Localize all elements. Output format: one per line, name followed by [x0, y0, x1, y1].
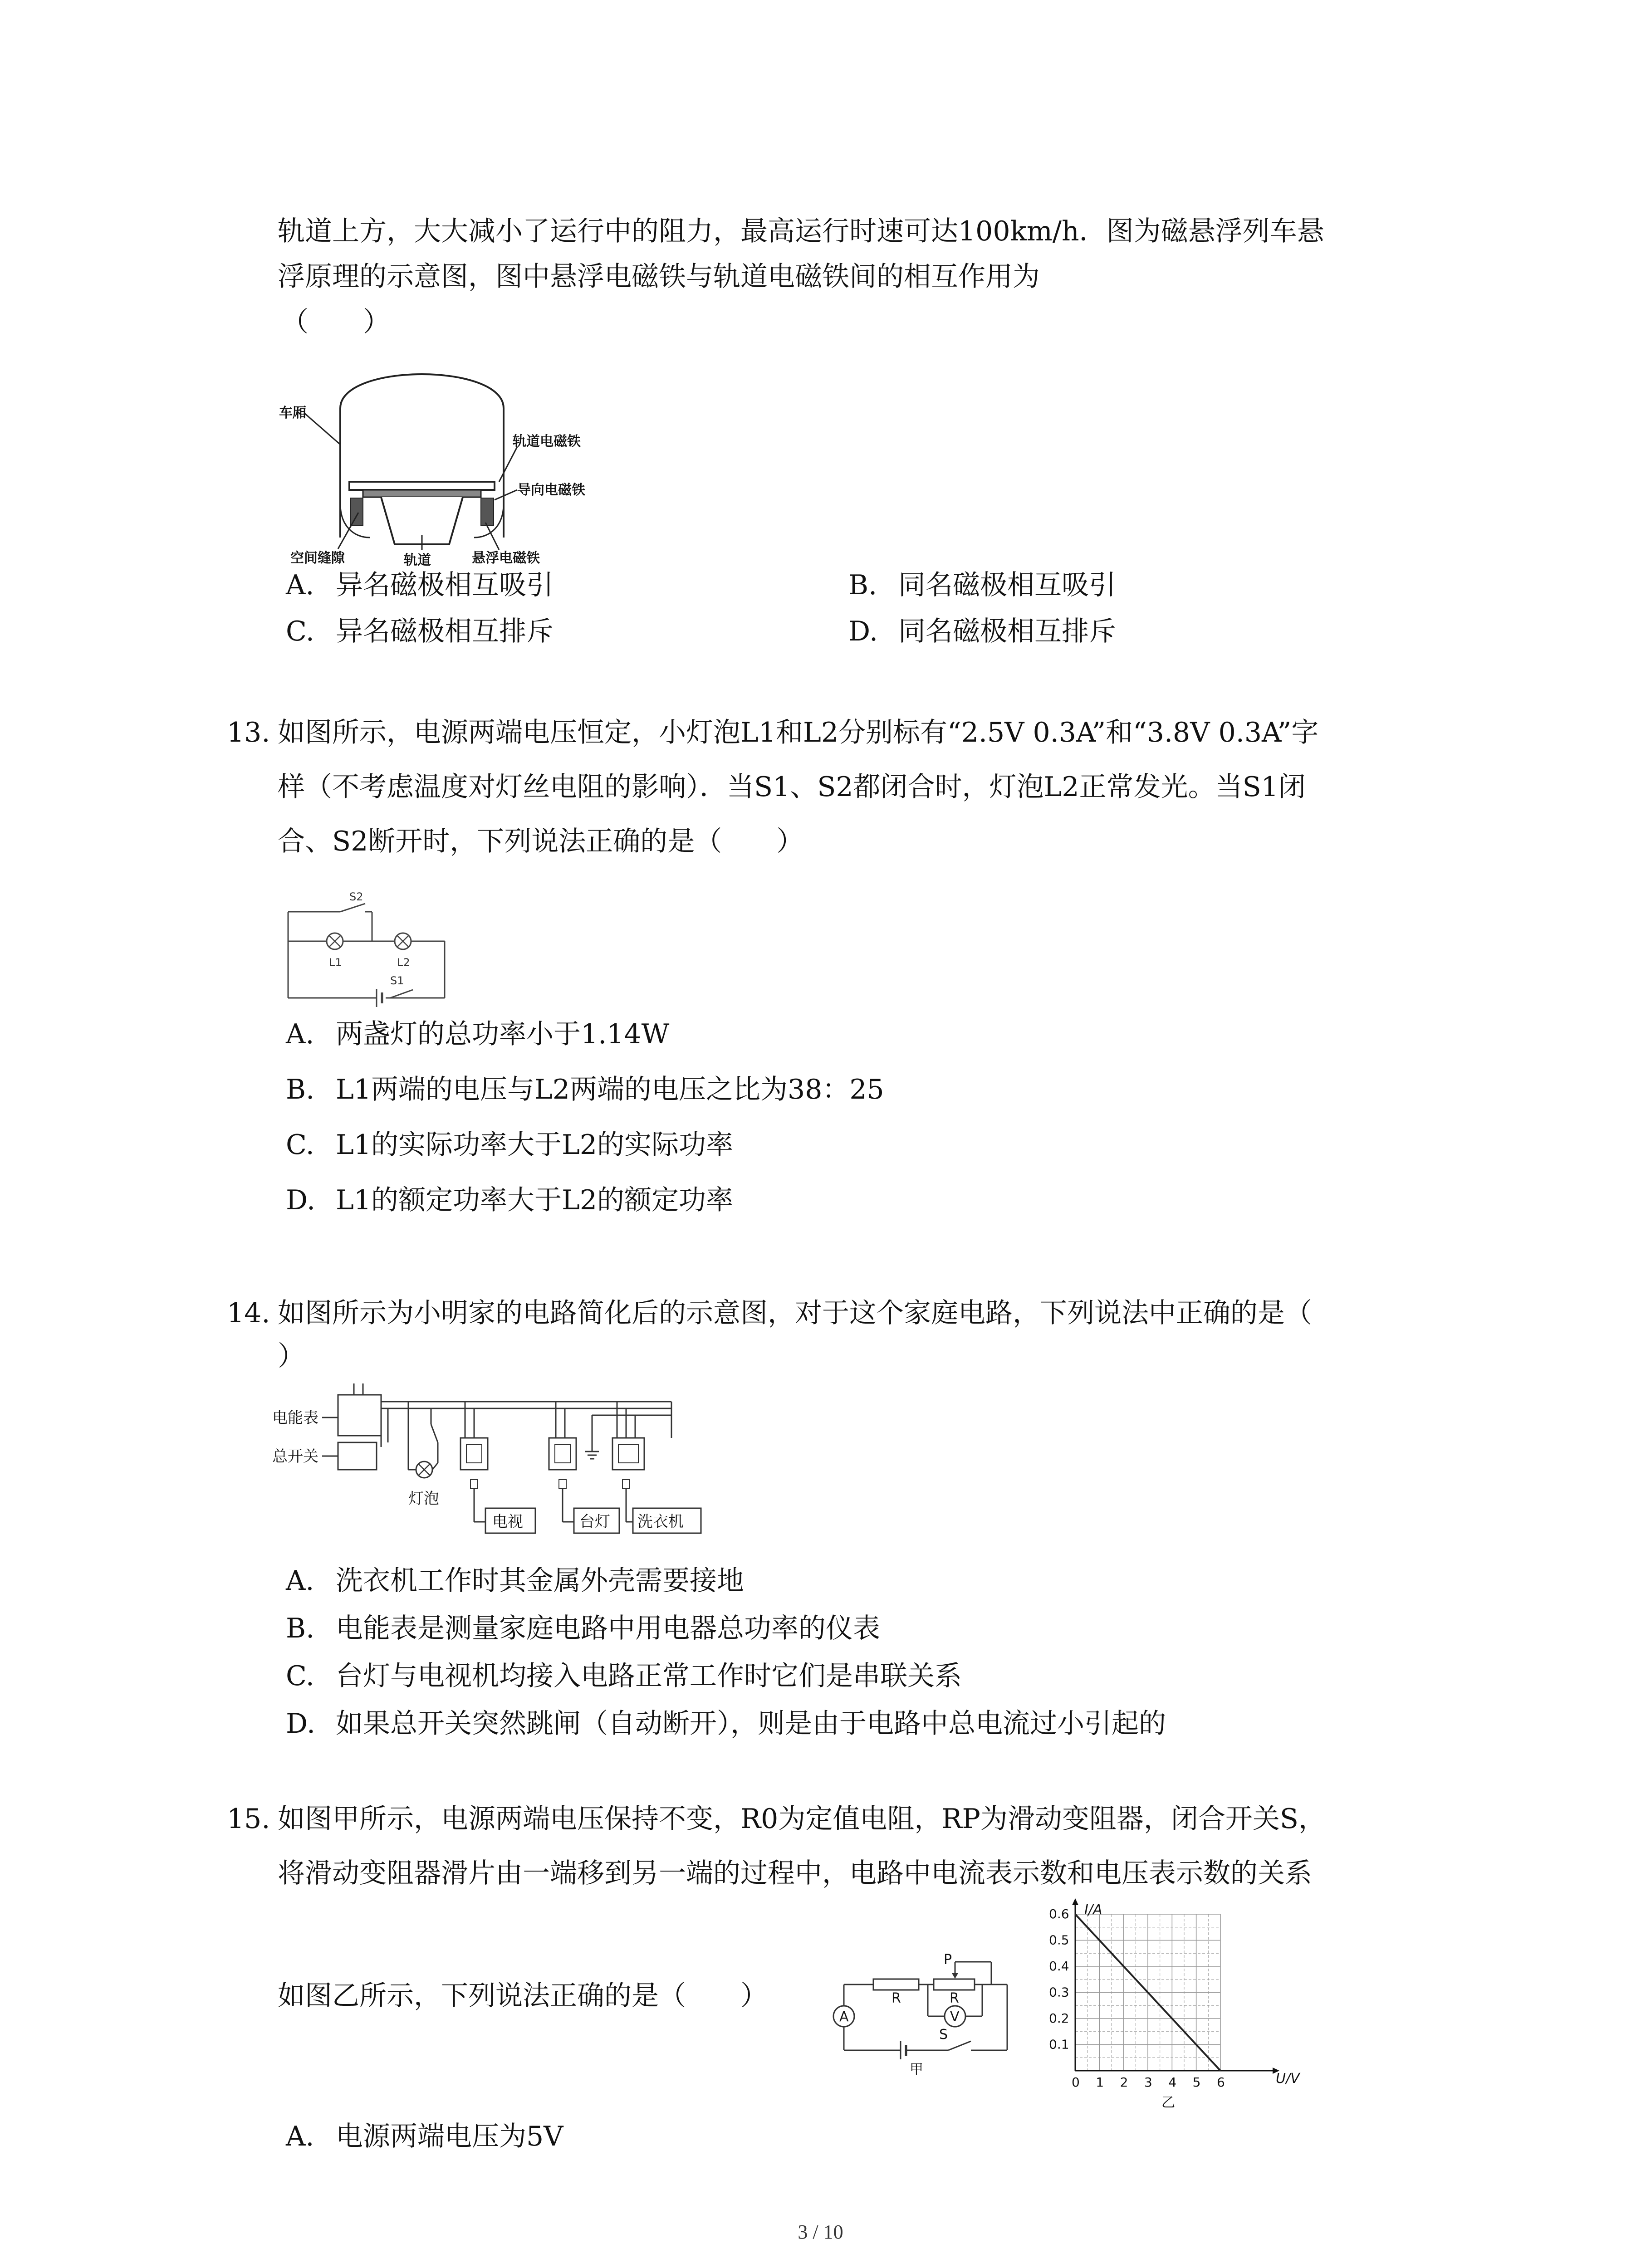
q12-option-c: C. 异名磁极相互排斥 [286, 616, 554, 647]
y-tick-label: 0.6 [1049, 1906, 1069, 1921]
q12-option-d: D. 同名磁极相互排斥 [848, 616, 1116, 647]
y-axis-label: I/A [1084, 1902, 1102, 1918]
x-tick-label: 4 [1168, 2075, 1177, 2090]
levitation-magnet-label: 悬浮电磁铁 [472, 550, 540, 566]
gap-label: 空间缝隙 [290, 550, 345, 566]
q15-line-3: 如图乙所示，下列说法正确的是（ ） [278, 1980, 768, 2012]
q14-household-circuit [272, 1383, 762, 1551]
x-tick-label: 1 [1096, 2075, 1104, 2090]
x-tick-label: 6 [1217, 2075, 1225, 2090]
q15-circuit-jia [826, 1946, 1030, 2077]
car-label: 车厢 [279, 405, 306, 421]
x-tick-label: 2 [1120, 2075, 1128, 2090]
track-label: 轨道 [404, 552, 431, 567]
q13-number: 13. [227, 717, 270, 748]
x-tick-label: 5 [1192, 2075, 1201, 2090]
q14-line-1: 14. 如图所示为小明家的电路简化后的示意图，对于这个家庭电路，下列说法中正确的是（ [227, 1295, 1312, 1331]
circuit-caption-jia: 甲 [910, 2062, 923, 2077]
q15-number: 15. [227, 1803, 270, 1835]
x-axis-label: U/V [1276, 2071, 1300, 2087]
x-tick-label: 0 [1072, 2075, 1080, 2090]
q14-option-d: D. 如果总开关突然跳闸（自动断开），则是由于电路中总电流过小引起的 [286, 1708, 1166, 1740]
q12-line-2: 浮原理的示意图，图中悬浮电磁铁与轨道电磁铁间的相互作用为 [278, 261, 1040, 293]
main-switch-label: 总开关 [272, 1447, 318, 1466]
q12-line-1: 轨道上方，大大减小了运行中的阻力，最高运行时速可达100km/h．图为磁悬浮列车悬 [278, 215, 1324, 247]
chart-axes [1072, 1898, 1279, 2074]
meter-label: 电能表 [272, 1409, 318, 1427]
q13-option-b: B. L1两端的电压与L2两端的电压之比为38：25 [286, 1074, 884, 1105]
y-tick-label: 0.4 [1049, 1959, 1069, 1974]
y-tick-label: 0.1 [1049, 2037, 1069, 2052]
q15-option-a: A. 电源两端电压为5V [286, 2121, 563, 2152]
bulb-label: 灯泡 [408, 1490, 439, 1508]
s1-label: S1 [390, 974, 404, 987]
q14-line-2: ） [278, 1340, 305, 1372]
washer-label: 洗衣机 [637, 1513, 684, 1531]
q14-option-b: B. 电能表是测量家庭电路中用电器总功率的仪表 [286, 1613, 880, 1644]
q13-line-1: 13. 如图所示，电源两端电压恒定，小灯泡L1和L2分别标有“2.5V 0.3A”和“3.8V 0.3A”字 [227, 714, 1318, 751]
q15-line-2: 将滑动变阻器滑片由一端移到另一端的过程中，电路中电流表示数和电压表示数的关系 [278, 1857, 1312, 1889]
iv-graph-yi [1025, 1892, 1307, 2114]
l1-label: L1 [329, 956, 342, 969]
q12-option-b: B. 同名磁极相互吸引 [848, 569, 1116, 601]
q13-circuit-diagram [281, 875, 463, 1007]
q13-line-2: 样（不考虑温度对灯丝电阻的影响）．当S1、S2都闭合时，灯泡L2正常发光。当S1闭 [278, 771, 1306, 803]
q12-answer-paren: （ ） [281, 306, 390, 338]
q15-r-label: R [892, 1990, 901, 2006]
ammeter-label: A [839, 2009, 849, 2025]
q13-line-3: 合、S2断开时，下列说法正确的是（ ） [278, 826, 804, 857]
y-tick-label: 0.2 [1049, 2011, 1069, 2026]
q15-line-1: 15. 如图甲所示，电源两端电压保持不变，R0为定值电阻，RP为滑动变阻器，闭合开关S， [227, 1801, 1326, 1837]
chart-caption-yi: 乙 [1161, 2095, 1175, 2111]
q14-option-a: A. 洗衣机工作时其金属外壳需要接地 [286, 1565, 744, 1597]
q15-p-label: P [944, 1952, 952, 1968]
q12-option-a: A. 异名磁极相互吸引 [286, 569, 554, 601]
track-magnet-label: 轨道电磁铁 [513, 434, 581, 450]
y-tick-label: 0.5 [1049, 1932, 1069, 1948]
y-axis-arrow [1072, 1898, 1078, 1905]
guide-magnet-label: 导向电磁铁 [517, 482, 585, 498]
voltmeter-label: V [950, 2009, 960, 2025]
y-tick-label: 0.3 [1049, 1984, 1069, 2000]
q13-option-c: C. L1的实际功率大于L2的实际功率 [286, 1129, 734, 1161]
l2-label: L2 [397, 956, 410, 969]
q15-rp-label: R [950, 1990, 959, 2006]
q14-option-c: C. 台灯与电视机均接入电路正常工作时它们是串联关系 [286, 1660, 962, 1692]
q14-number: 14. [227, 1297, 270, 1329]
q13-option-a: A. 两盏灯的总功率小于1.14W [286, 1018, 670, 1050]
q13-option-d: D. L1的额定功率大于L2的额定功率 [286, 1184, 734, 1216]
s2-label: S2 [349, 890, 363, 903]
page-number: 3 / 10 [798, 2221, 843, 2243]
tv-label: 电视 [492, 1513, 523, 1531]
lamp-label: 台灯 [579, 1513, 610, 1531]
maglev-diagram [272, 354, 626, 567]
q15-switch-label: S [939, 2027, 948, 2043]
x-tick-label: 3 [1144, 2075, 1152, 2090]
